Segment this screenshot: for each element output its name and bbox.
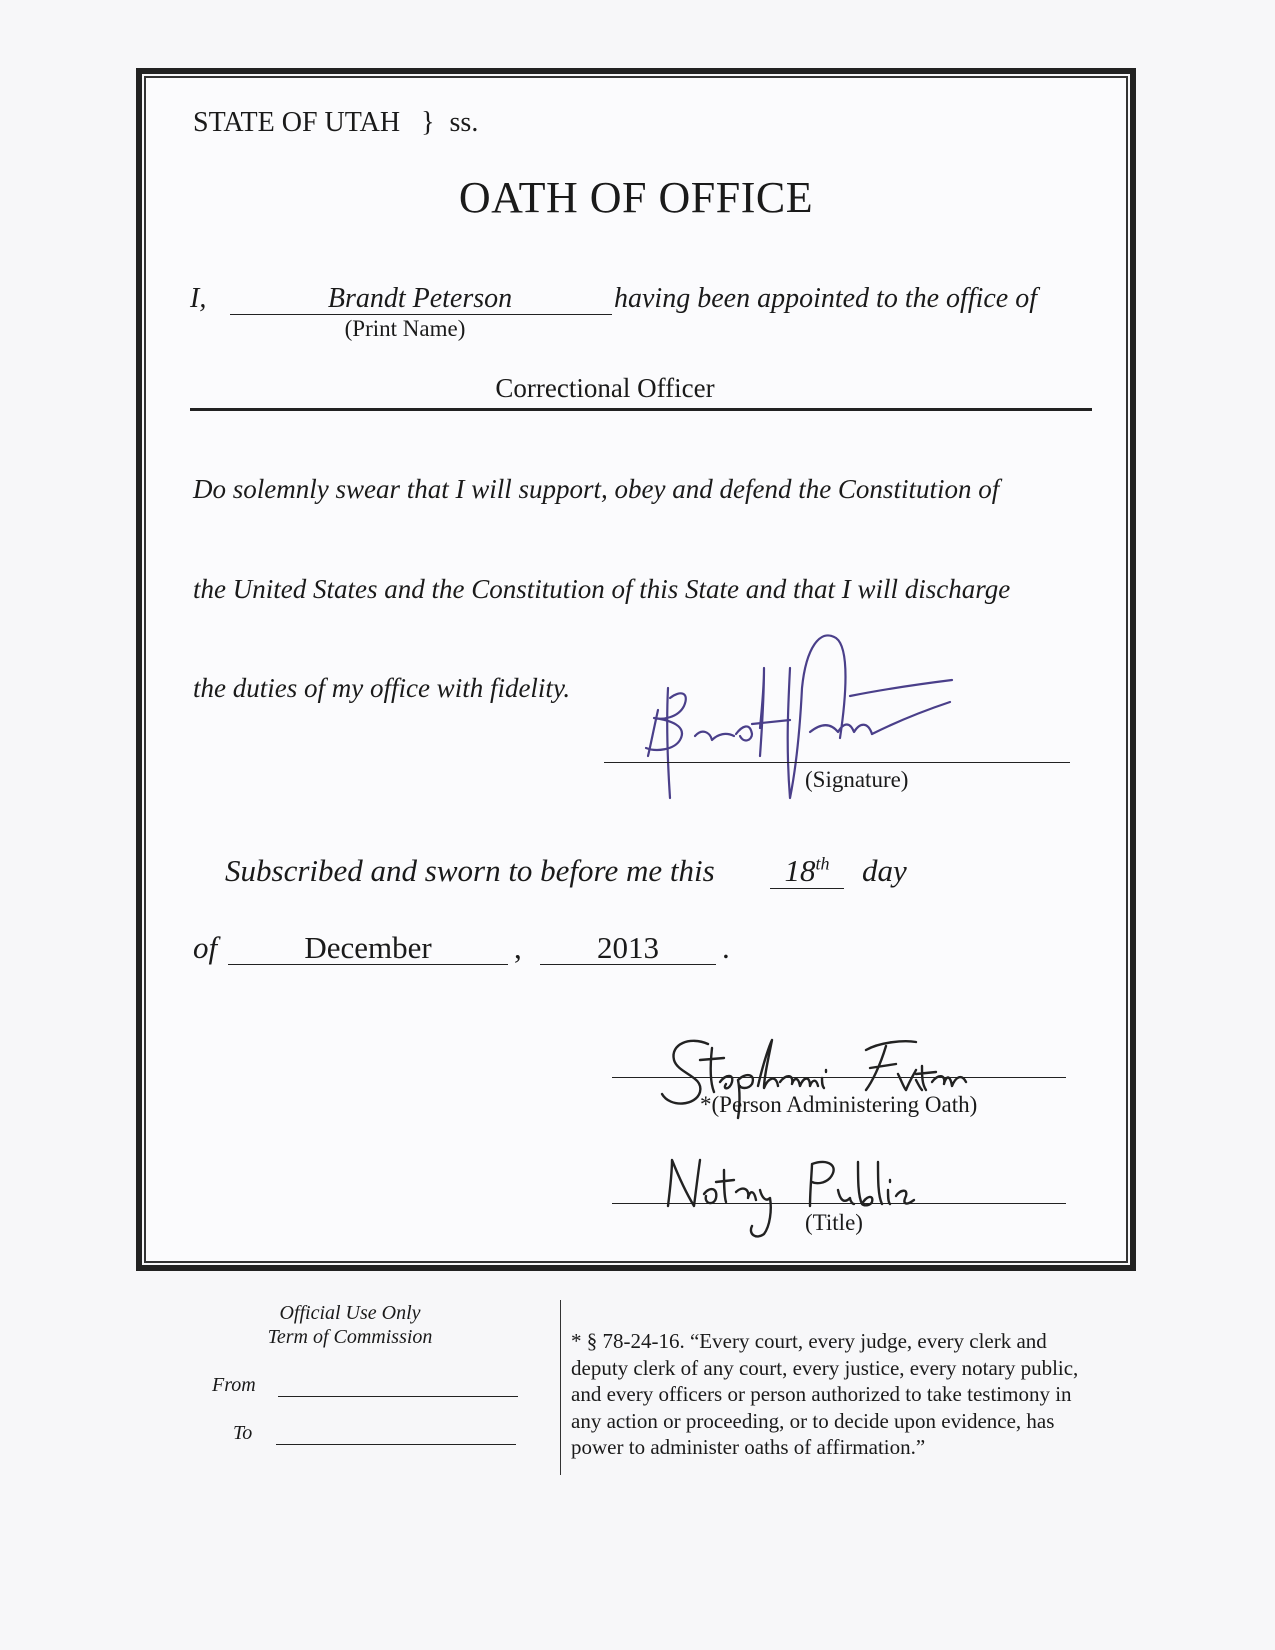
day-word: day bbox=[862, 853, 907, 888]
administrator-label: *(Person Administering Oath) bbox=[700, 1092, 978, 1117]
statute-line-5: power to administer oaths of affirmation.” bbox=[571, 1435, 926, 1459]
footer-divider bbox=[560, 1300, 561, 1475]
statute-line-4: any action or proceeding, or to decide upon evidence, has bbox=[571, 1408, 1055, 1433]
print-name-label: (Print Name) bbox=[344, 316, 466, 341]
statute-line-1: * § 78-24-16. “Every court, every judge, every clerk and bbox=[571, 1329, 1047, 1353]
title-label: (Title) bbox=[805, 1210, 863, 1235]
administrator-line bbox=[612, 1077, 1066, 1078]
day-number: 18 bbox=[784, 853, 816, 888]
statute-line-3: and every officers or person authorized to take testimony in bbox=[571, 1382, 1072, 1406]
statute-note bbox=[571, 1328, 1078, 1461]
date-period: . bbox=[722, 930, 730, 965]
from-field-line bbox=[278, 1396, 518, 1397]
term-of-commission-heading: Term of Commission bbox=[267, 1326, 433, 1348]
appointed-text: having been appointed to the office of bbox=[614, 283, 1038, 314]
sworn-text: Subscribed and sworn to before me this bbox=[225, 853, 715, 888]
oath-prefix: I, bbox=[190, 283, 207, 314]
year-underline bbox=[540, 964, 716, 965]
day-underline bbox=[770, 888, 844, 889]
to-field-line bbox=[276, 1444, 516, 1445]
official-use-heading: Official Use Only bbox=[279, 1302, 421, 1324]
brace: } bbox=[421, 107, 435, 138]
ss-mark: ss. bbox=[449, 107, 479, 138]
state-name: STATE OF UTAH bbox=[193, 107, 401, 138]
signature-line bbox=[604, 762, 1070, 763]
oath-body-line-1: Do solemnly swear that I will support, obey and defend the Constitution of bbox=[193, 474, 1000, 504]
month-underline bbox=[228, 964, 508, 965]
year-value: 2013 bbox=[597, 930, 659, 965]
oath-body-line-3: the duties of my office with fidelity. bbox=[193, 673, 571, 703]
signature-label: (Signature) bbox=[805, 767, 909, 792]
date-comma: , bbox=[514, 930, 522, 965]
office-title: Correctional Officer bbox=[495, 373, 715, 403]
state-caption bbox=[193, 107, 478, 139]
title-line bbox=[612, 1203, 1066, 1204]
oath-body-line-2: the United States and the Constitution of this State and that I will discharge bbox=[193, 574, 1011, 604]
document-title: OATH OF OFFICE bbox=[458, 173, 814, 222]
day-suffix: th bbox=[815, 853, 830, 874]
of-word: of bbox=[193, 930, 218, 965]
printed-name: Brandt Peterson bbox=[327, 283, 513, 314]
office-underline bbox=[190, 408, 1092, 411]
to-label: To bbox=[233, 1422, 253, 1444]
title-handwriting bbox=[660, 1150, 920, 1240]
name-underline bbox=[230, 314, 612, 315]
from-label: From bbox=[212, 1374, 256, 1396]
statute-line-2: deputy clerk of any court, every justice, every notary public, bbox=[571, 1355, 1079, 1380]
sworn-day bbox=[770, 853, 844, 889]
month-value: December bbox=[304, 930, 432, 965]
